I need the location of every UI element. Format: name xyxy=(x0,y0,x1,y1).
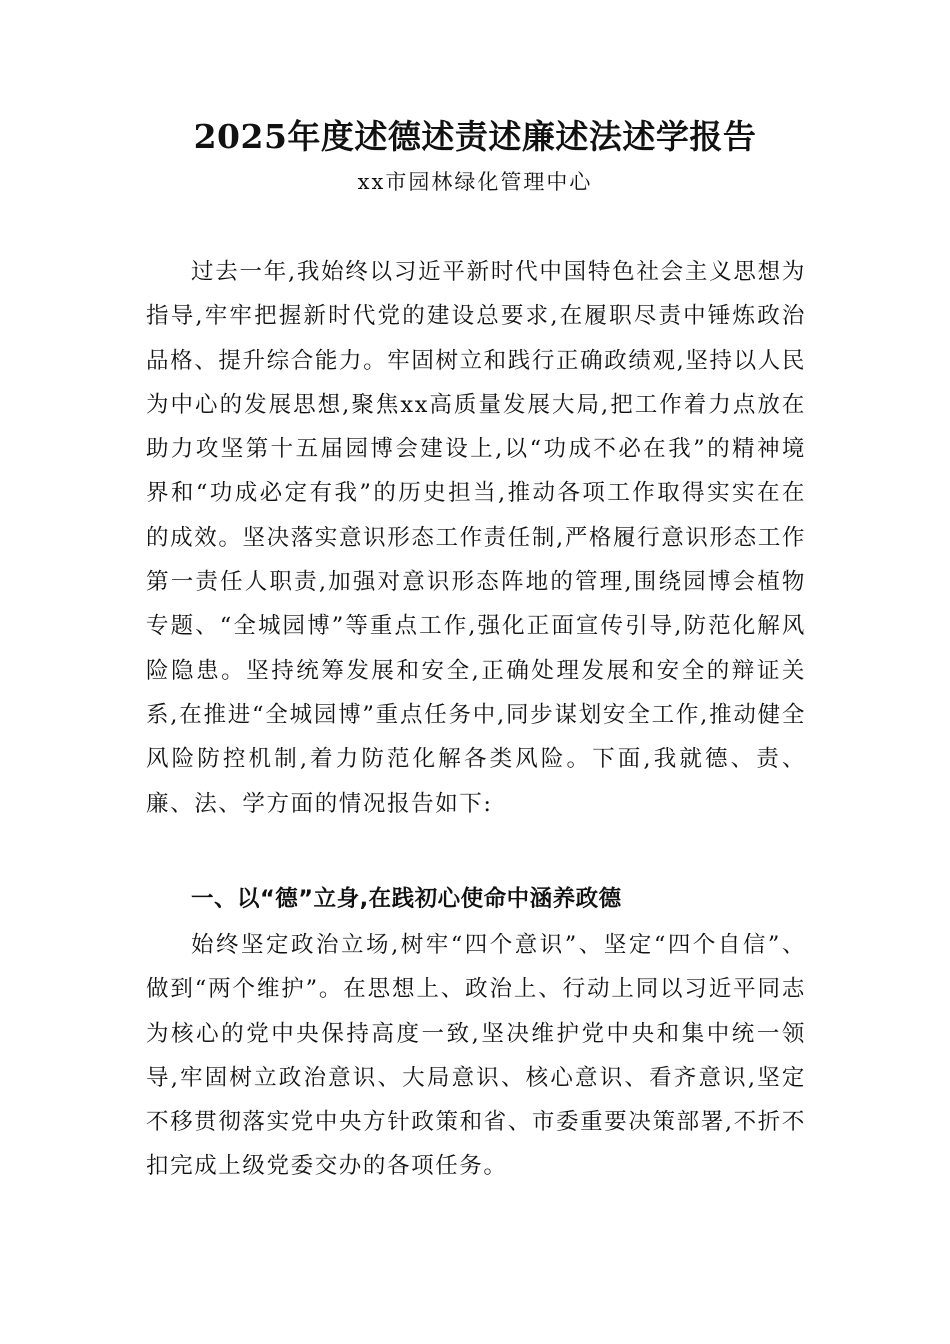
body-paragraph-intro: 过去一年,我始终以习近平新时代中国特色社会主义思想为指导,牢牢把握新时代党的建设总要求,在履职尽责中锤炼政治品格、提升综合能力。牢固树立和践行正确政绩观,坚持以人民为中心的发展思想,聚焦xx高质量发展大局,把工作着力点放在助力攻坚第十五届园博会建设上,以“功成不必在我”的精神境界和“功成必定有我”的历史担当,推动各项工作取得实实在在的成效。坚决落实意识形态工作责任制,严格履行意识形态工作第一责任人职责,加强对意识形态阵地的管理,围绕园博会植物专题、“全城园博”等重点工作,强化正面宣传引导,防范化解风险隐患。坚持统筹发展和安全,正确处理发展和安全的辩证关系,在推进“全城园博”重点任务中,同步谋划安全工作,推动健全风险防控机制,着力防范化解各类风险。下面,我就德、责、廉、法、学方面的情况报告如下: xyxy=(146,259,806,817)
section-heading-1: 一、以“德”立身,在践初心使命中涵养政德 xyxy=(191,886,622,912)
document-title: 2025年度述德述责述廉述法述学报告 xyxy=(193,117,757,156)
body-paragraph-section-1: 始终坚定政治立场,树牢“四个意识”、坚定“四个自信”、做到“两个维护”。在思想上、政治上、行动上同以习近平同志为核心的党中央保持高度一致,坚决维护党中央和集中统一领导,牢固树立政治意识、大局意识、核心意识、看齐意识,坚定不移贯彻落实党中央方针政策和省、市委重要决策部署,不折不扣完成上级党委交办的各项任务。 xyxy=(146,932,806,1180)
document-subtitle: xx市园林绿化管理中心 xyxy=(357,170,593,194)
